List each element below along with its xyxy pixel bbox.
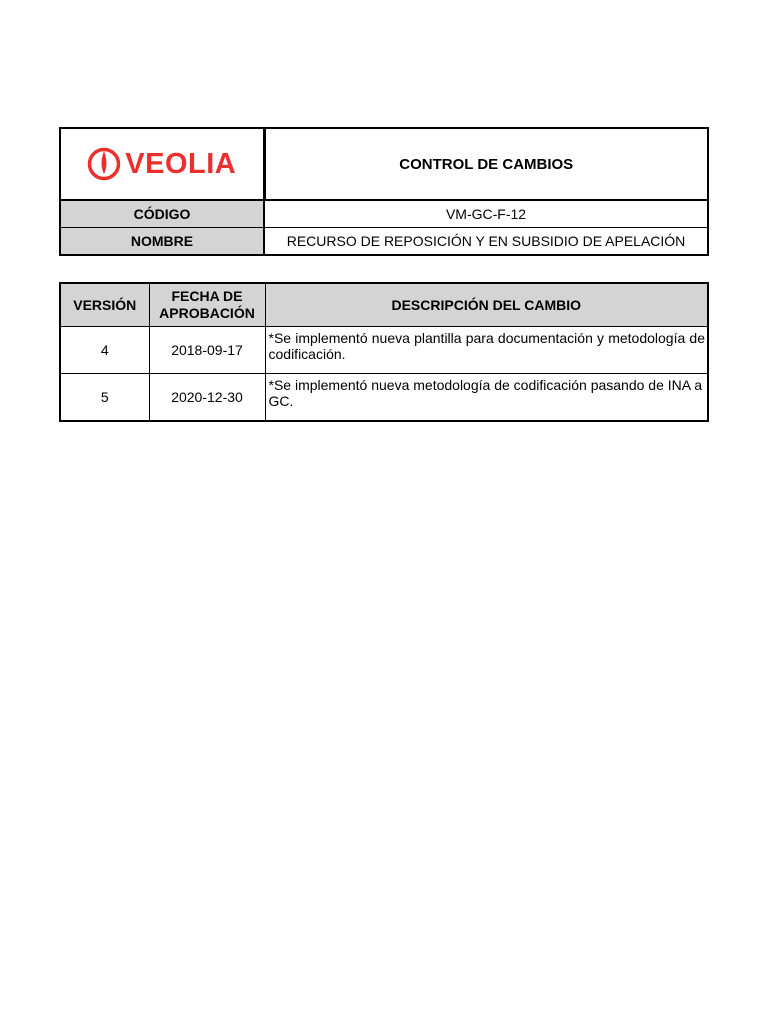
change-log-header-row <box>60 283 708 327</box>
version-cell: 4 <box>60 327 149 374</box>
fecha-cell: 2020-12-30 <box>149 374 265 422</box>
nombre-label: NOMBRE <box>60 228 264 256</box>
codigo-value: VM-GC-F-12 <box>264 200 708 228</box>
table-row <box>60 374 708 422</box>
column-header-fecha-line1: FECHA DE <box>171 288 243 304</box>
veolia-emblem-icon <box>87 147 121 181</box>
descripcion-cell: *Se implementó nueva plantilla para documentación y metodología de codificación. <box>265 327 708 374</box>
column-header-fecha <box>149 283 265 327</box>
fecha-cell: 2018-09-17 <box>149 327 265 374</box>
version-cell: 5 <box>60 374 149 422</box>
column-header-version: VERSIÓN <box>60 283 149 327</box>
veolia-logo <box>61 129 263 199</box>
logo-text: VEOLIA <box>125 147 237 180</box>
descripcion-cell: *Se implementó nueva metodología de codificación pasando de INA a GC. <box>265 374 708 422</box>
column-header-descripcion: DESCRIPCIÓN DEL CAMBIO <box>265 283 708 327</box>
change-log-table <box>59 282 709 422</box>
table-row <box>60 327 708 374</box>
codigo-label: CÓDIGO <box>60 200 264 228</box>
document-header-table <box>59 127 709 256</box>
logo-cell <box>60 128 264 200</box>
column-header-fecha-line2: APROBACIÓN <box>159 305 255 321</box>
document-title: CONTROL DE CAMBIOS <box>264 128 708 200</box>
nombre-value: RECURSO DE REPOSICIÓN Y EN SUBSIDIO DE APELACIÓN <box>264 228 708 256</box>
